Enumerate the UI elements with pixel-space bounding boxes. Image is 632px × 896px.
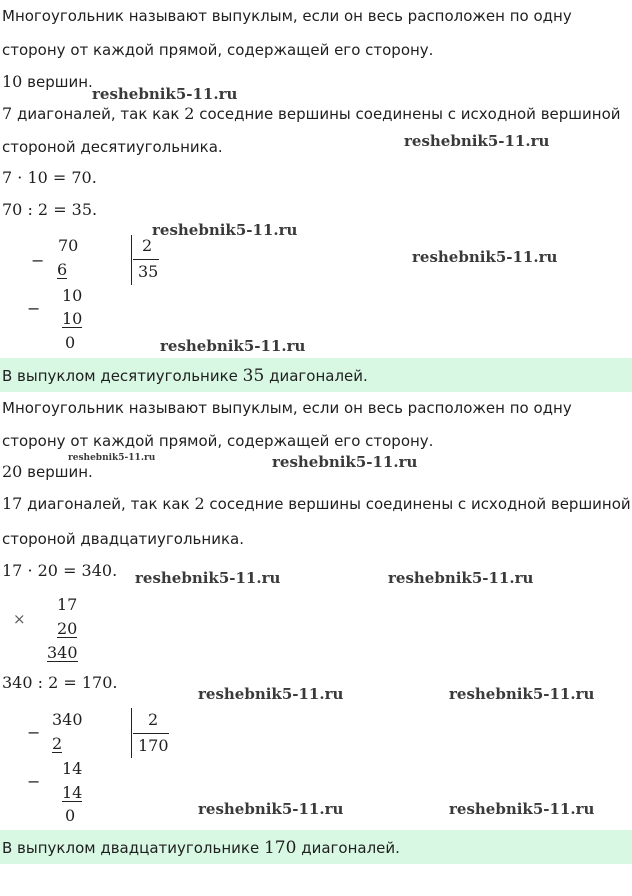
diagonals-count: 17 [2, 494, 23, 513]
answer-text: В выпуклом десятиугольнике 35 диагоналей. [2, 366, 368, 386]
vertices-word: вершин. [22, 73, 93, 91]
watermark: reshebnik5-11.ru [198, 685, 344, 703]
subtrahend-1: 6 [57, 260, 68, 279]
diagonals-line-2: стороной десятиугольника. [2, 138, 223, 156]
quotient: 35 [138, 262, 159, 281]
calculation-2: 340 : 2 = 170. [2, 673, 118, 692]
quotient-line [133, 733, 169, 734]
minus-sign: − [31, 251, 45, 270]
watermark: reshebnik5-11.ru [404, 132, 550, 150]
dividend: 70 [58, 236, 79, 255]
remainder-2: 0 [65, 333, 76, 352]
vertices-count: 10 [2, 72, 23, 91]
calculation-1: 17 · 20 = 340. [2, 561, 118, 580]
multiply-sign: × [13, 610, 26, 628]
adjacent-count: 2 [184, 104, 195, 123]
quotient: 170 [138, 736, 169, 755]
watermark: reshebnik5-11.ru [152, 221, 298, 239]
factor-1: 17 [57, 595, 78, 614]
product: 340 [47, 643, 78, 662]
dividend: 340 [52, 710, 83, 729]
remainder-1: 14 [62, 759, 83, 778]
watermark: reshebnik5-11.ru [412, 248, 558, 266]
vertices-line [2, 72, 93, 91]
diagonals-line [2, 494, 631, 513]
definition-line-1: Многоугольник называют выпуклым, если он весь расположен по одну [2, 7, 572, 25]
vertices-count: 20 [2, 462, 23, 481]
division-bar [131, 708, 132, 758]
watermark: reshebnik5-11.ru [92, 85, 238, 103]
remainder-1: 10 [62, 286, 83, 305]
vertices-word: вершин. [22, 463, 93, 481]
vertices-line [2, 462, 93, 481]
answer-text: В выпуклом двадцатиугольнике 170 диагоналей. [2, 838, 400, 858]
definition-line-1: Многоугольник называют выпуклым, если он весь расположен по одну [2, 399, 572, 417]
diagonals-count: 7 [2, 104, 13, 123]
factor-2: 20 [57, 619, 78, 638]
remainder-2: 0 [65, 806, 76, 825]
definition-line-2: сторону от каждой прямой, содержащей его сторону. [2, 41, 434, 59]
watermark: reshebnik5-11.ru [198, 800, 344, 818]
diagonals-text-b: соседние вершины соединены с исходной вершиной [204, 495, 631, 513]
quotient-line [133, 259, 159, 260]
diagonals-text-b: соседние вершины соединены с исходной вершиной [194, 105, 621, 123]
division-bar [131, 235, 132, 285]
minus-sign: − [27, 299, 41, 318]
divisor: 2 [148, 710, 159, 729]
calculation-2: 70 : 2 = 35. [2, 200, 98, 219]
divisor: 2 [142, 236, 153, 255]
subtrahend-2: 10 [62, 309, 83, 328]
minus-sign: − [27, 772, 41, 791]
watermark: reshebnik5-11.ru [68, 453, 156, 463]
watermark: reshebnik5-11.ru [388, 569, 534, 587]
watermark: reshebnik5-11.ru [449, 800, 595, 818]
answer-band [0, 358, 632, 392]
watermark: reshebnik5-11.ru [272, 453, 418, 471]
subtrahend-1: 2 [52, 734, 63, 753]
diagonals-text-a: диагоналей, так как [22, 495, 195, 513]
diagonals-text-a: диагоналей, так как [12, 105, 185, 123]
watermark: reshebnik5-11.ru [449, 685, 595, 703]
minus-sign: − [27, 723, 41, 742]
subtrahend-2: 14 [62, 783, 83, 802]
answer-band [0, 830, 632, 864]
diagonals-line [2, 104, 621, 123]
diagonals-line-2: стороной двадцатиугольника. [2, 530, 244, 548]
definition-line-2: сторону от каждой прямой, содержащей его сторону. [2, 432, 434, 450]
calculation-1: 7 · 10 = 70. [2, 168, 97, 187]
adjacent-count: 2 [194, 494, 205, 513]
watermark: reshebnik5-11.ru [135, 569, 281, 587]
watermark: reshebnik5-11.ru [160, 337, 306, 355]
